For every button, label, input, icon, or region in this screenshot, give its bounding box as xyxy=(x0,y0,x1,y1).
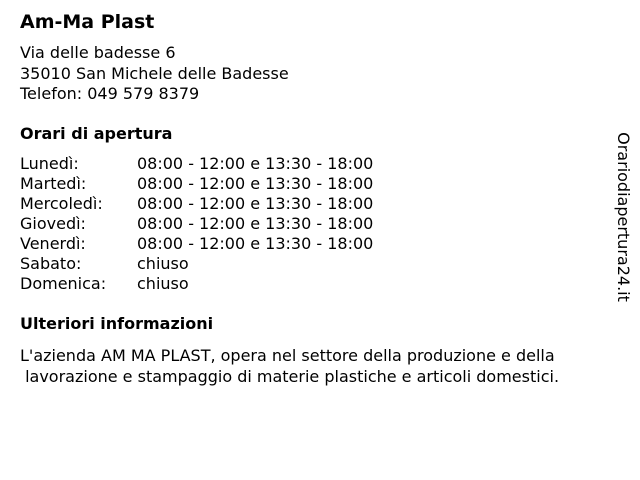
hours-row-friday xyxy=(20,234,373,254)
opening-hours-heading: Orari di apertura xyxy=(20,124,173,143)
business-name: Am-Ma Plast xyxy=(20,11,155,33)
hours-value: 08:00 - 12:00 e 13:30 - 18:00 xyxy=(137,154,374,173)
hours-row-wednesday xyxy=(20,194,373,214)
hours-value: 08:00 - 12:00 e 13:30 - 18:00 xyxy=(137,234,374,253)
description-line-2: lavorazione e stampaggio di materie plastiche e articoli domestici. xyxy=(20,367,560,386)
hours-value: chiuso xyxy=(137,274,189,293)
day-label: Lunedì: xyxy=(20,154,79,173)
hours-row-saturday xyxy=(20,254,373,274)
day-label: Domenica: xyxy=(20,274,107,293)
hours-value: 08:00 - 12:00 e 13:30 - 18:00 xyxy=(137,194,374,213)
day-label: Martedì: xyxy=(20,174,87,193)
business-description xyxy=(20,345,559,387)
hours-row-thursday xyxy=(20,214,373,234)
further-info-heading: Ulteriori informazioni xyxy=(20,314,214,333)
phone-number: Telefon: 049 579 8379 xyxy=(20,84,200,103)
street-address: Via delle badesse 6 xyxy=(20,43,176,62)
hours-row-monday xyxy=(20,154,373,174)
hours-value: 08:00 - 12:00 e 13:30 - 18:00 xyxy=(137,174,374,193)
opening-hours-table xyxy=(20,154,373,294)
hours-row-sunday xyxy=(20,274,373,294)
day-label: Sabato: xyxy=(20,254,82,273)
site-watermark: Orariodiapertura24.it xyxy=(614,132,633,302)
day-label: Venerdì: xyxy=(20,234,86,253)
postal-city: 35010 San Michele delle Badesse xyxy=(20,63,289,83)
hours-value: chiuso xyxy=(137,254,189,273)
description-line-1: L'azienda AM MA PLAST, opera nel settore della produzione e della xyxy=(20,346,555,365)
address-block xyxy=(20,43,289,105)
hours-row-tuesday xyxy=(20,174,373,194)
hours-value: 08:00 - 12:00 e 13:30 - 18:00 xyxy=(137,214,374,233)
day-label: Giovedì: xyxy=(20,214,86,233)
day-label: Mercoledì: xyxy=(20,194,103,213)
